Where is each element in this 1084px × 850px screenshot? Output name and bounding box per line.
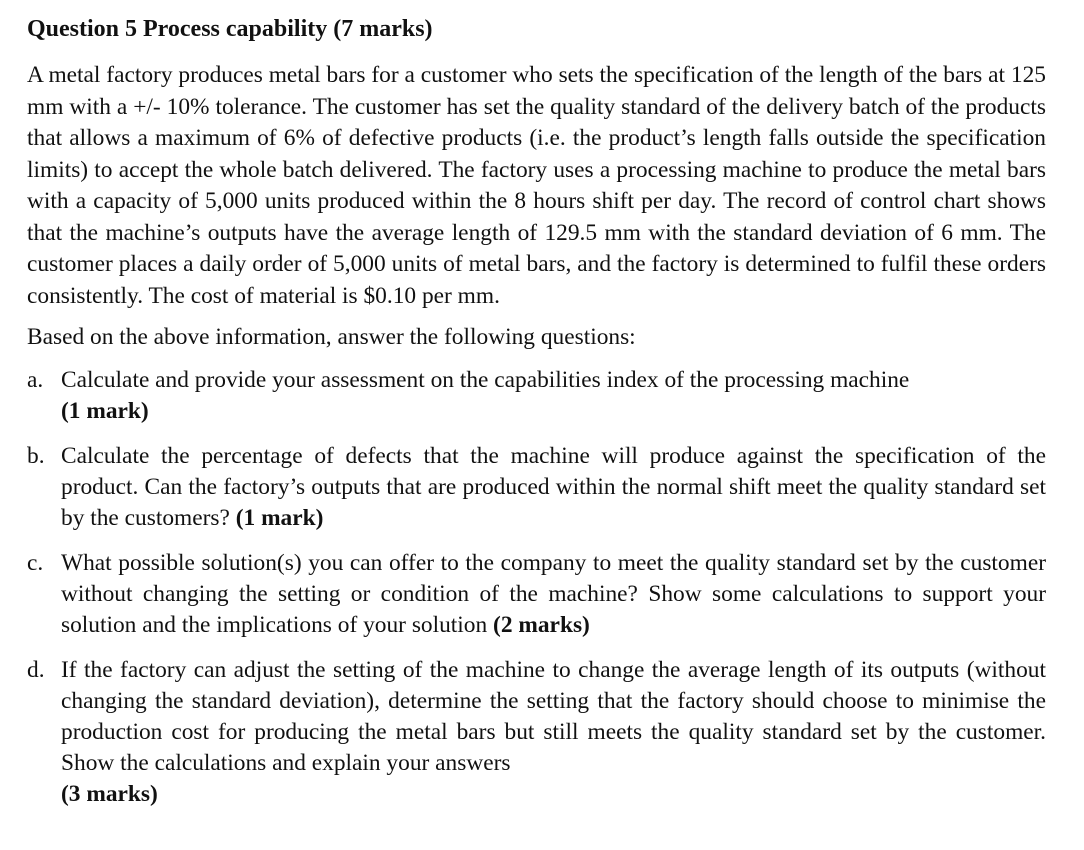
question-title: Question 5 Process capability (7 marks) (27, 16, 433, 42)
subquestion-b (27, 441, 1046, 534)
question-lead: Based on the above information, answer the following questions: (27, 324, 636, 350)
subquestion-text: Calculate the percentage of defects that the machine will produce against the specification of the product. Can the factory’s outputs that are produced within the normal shift meet the quality standard set by the customers? (61, 443, 1046, 531)
subquestion-body (61, 441, 1046, 534)
subquestion-a (27, 365, 1046, 427)
subquestion-body (61, 365, 1046, 427)
subquestion-body (61, 655, 1046, 810)
subquestion-letter: d. (27, 657, 45, 683)
question-intro: A metal factory produces metal bars for a customer who sets the specification of the length of the bars at 125 mm with a +/- 10% tolerance. The customer has set the quality standard of the delivery batch of the products that allows a maximum of 6% of defective products (i.e. the product’s length falls outside the specification limits) to accept the whole batch delivered. The factory uses a processing machine to produce the metal bars with a capacity of 5,000 units produced within the 8 hours shift per day. The record of control chart shows that the machine’s outputs have the average length of 129.5 mm with the standard deviation of 6 mm. The customer places a daily order of 5,000 units of metal bars, and the factory is determined to fulfil these orders consistently. The cost of material is $0.10 per mm. (27, 62, 1046, 309)
subquestion-letter: c. (27, 550, 44, 576)
subquestion-marks: (2 marks) (493, 612, 590, 638)
subquestion-letter: b. (27, 443, 45, 469)
subquestion-list (27, 365, 1046, 810)
subquestion-text: What possible solution(s) you can offer to the company to meet the quality standard set by the customer without changing the setting or condition of the machine? Show some calculations to support your solution and the implications of your solution (61, 550, 1046, 638)
subquestion-marks: (3 marks) (61, 781, 158, 807)
subquestion-c (27, 548, 1046, 641)
subquestion-d (27, 655, 1046, 810)
subquestion-letter: a. (27, 367, 44, 393)
subquestion-body (61, 548, 1046, 641)
subquestion-text: Calculate and provide your assessment on the capabilities index of the processing machine (61, 367, 910, 393)
subquestion-text: If the factory can adjust the setting of the machine to change the average length of its outputs (without changing the standard deviation), determine the setting that the factory should choose to minimise the production cost for producing the metal bars but still meets the quality standard set by the customer. Show the calculations and explain your answers (61, 657, 1046, 776)
subquestion-marks: (1 mark) (235, 505, 324, 531)
subquestion-marks: (1 mark) (61, 398, 149, 424)
